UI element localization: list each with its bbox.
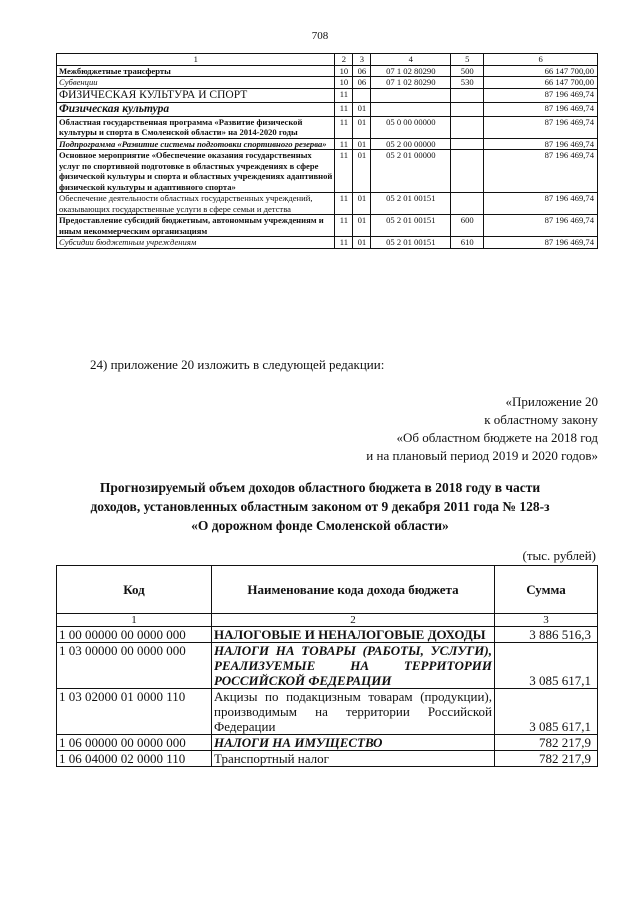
- row-name: Акцизы по подакцизным товарам (продукции), производимым на территории Российской Федерации: [212, 689, 495, 735]
- table-row: [57, 735, 598, 751]
- row-csr: 05 2 01 00000: [371, 150, 451, 193]
- col-header: 2: [335, 54, 353, 66]
- row-csr: 05 2 00 00000: [371, 138, 451, 150]
- document-title: [40, 478, 600, 535]
- table-row: [57, 65, 598, 77]
- table-row: [57, 643, 598, 689]
- units-label: (тыс. рублей): [522, 548, 596, 563]
- row-name: Физическая культура: [57, 102, 335, 116]
- table-row: [57, 215, 598, 237]
- row-csr: 05 0 00 00000: [371, 116, 451, 138]
- col-header: 1: [57, 54, 335, 66]
- row-name: Областная государственная программа «Развитие физической культуры и спорта в Смоленской области» на 2014-2020 годы: [57, 116, 335, 138]
- appendix-heading-line: «Об областном бюджете на 2018 год: [396, 430, 598, 445]
- row-csr: 05 2 01 00151: [371, 193, 451, 215]
- row-csr: 05 2 01 00151: [371, 215, 451, 237]
- amendment-item-24: 24) приложение 20 изложить в следующей редакции:: [90, 357, 385, 372]
- table-row: [57, 751, 598, 767]
- row-name: Субсидии бюджетным учреждениям: [57, 237, 335, 249]
- row-rz: 11: [335, 102, 353, 116]
- row-rz: 11: [335, 88, 353, 102]
- row-sum: 3 085 617,1: [495, 689, 598, 735]
- row-code: 1 06 04000 02 0000 110: [57, 751, 212, 767]
- col-header: 4: [371, 54, 451, 66]
- col-number: 1: [57, 614, 212, 627]
- title-line: Прогнозируемый объем доходов областного бюджета в 2018 году в части: [99, 480, 541, 495]
- row-name: НАЛОГИ НА ИМУЩЕСТВО: [212, 735, 495, 751]
- row-vr: 500: [451, 65, 484, 77]
- row-code: 1 00 00000 00 0000 000: [57, 627, 212, 643]
- row-name: НАЛОГОВЫЕ И НЕНАЛОГОВЫЕ ДОХОДЫ: [212, 627, 495, 643]
- row-sum: 87 196 469,74: [484, 88, 598, 102]
- row-pr: 01: [353, 237, 371, 249]
- row-sum: 782 217,9: [495, 751, 598, 767]
- row-pr: 01: [353, 138, 371, 150]
- row-rz: 11: [335, 237, 353, 249]
- row-code: 1 03 00000 00 0000 000: [57, 643, 212, 689]
- row-sum: 87 196 469,74: [484, 116, 598, 138]
- row-pr: 01: [353, 116, 371, 138]
- row-sum: 87 196 469,74: [484, 102, 598, 116]
- row-vr: 530: [451, 77, 484, 89]
- row-rz: 11: [335, 138, 353, 150]
- table-row: [57, 102, 598, 116]
- row-vr: [451, 116, 484, 138]
- appendix-heading-line: к областному закону: [484, 412, 598, 427]
- row-vr: 610: [451, 237, 484, 249]
- row-csr: [371, 102, 451, 116]
- row-sum: 87 196 469,74: [484, 138, 598, 150]
- row-pr: 01: [353, 193, 371, 215]
- row-name: ФИЗИЧЕСКАЯ КУЛЬТУРА И СПОРТ: [57, 88, 335, 102]
- row-sum: 3 085 617,1: [495, 643, 598, 689]
- row-name: Подпрограмма «Развитие системы подготовки спортивного резерва»: [57, 138, 335, 150]
- row-pr: [353, 88, 371, 102]
- row-name: Предоставление субсидий бюджетным, автономным учреждениям и иным некоммерческим организациям: [57, 215, 335, 237]
- row-pr: 01: [353, 102, 371, 116]
- table-row: [57, 150, 598, 193]
- row-pr: 01: [353, 150, 371, 193]
- col-number: 3: [495, 614, 598, 627]
- row-name: Основное мероприятие «Обеспечение оказания государственных услуг по спортивной подготовке в областных учреждениях в сфере физической культуры и спорта и областных учреждениях адаптивной физической культуры и адаптивного спорта»: [57, 150, 335, 193]
- table-row: [57, 627, 598, 643]
- row-rz: 10: [335, 77, 353, 89]
- header-code: Код: [57, 566, 212, 614]
- header-sum: Сумма: [495, 566, 598, 614]
- table-row: [57, 116, 598, 138]
- header-name: Наименование кода дохода бюджета: [212, 566, 495, 614]
- table-row: [57, 689, 598, 735]
- row-rz: 11: [335, 116, 353, 138]
- expenditure-table: [56, 53, 598, 249]
- table-row: [57, 138, 598, 150]
- row-rz: 10: [335, 65, 353, 77]
- row-vr: [451, 150, 484, 193]
- col-header: 5: [451, 54, 484, 66]
- appendix-heading-line: «Приложение 20: [505, 394, 598, 409]
- row-rz: 11: [335, 215, 353, 237]
- row-name: Межбюджетные трансферты: [57, 65, 335, 77]
- row-rz: 11: [335, 150, 353, 193]
- col-number: 2: [212, 614, 495, 627]
- row-code: 1 03 02000 01 0000 110: [57, 689, 212, 735]
- row-csr: 05 2 01 00151: [371, 237, 451, 249]
- revenue-table: [56, 565, 598, 767]
- row-vr: [451, 102, 484, 116]
- table-header-row: [57, 54, 598, 66]
- row-csr: 07 1 02 80290: [371, 77, 451, 89]
- appendix-heading-line: и на плановый период 2019 и 2020 годов»: [366, 448, 598, 463]
- page-number: 708: [311, 30, 329, 42]
- title-line: доходов, установленных областным законом от 9 декабря 2011 года № 128-з: [90, 499, 550, 514]
- row-sum: 66 147 700,00: [484, 77, 598, 89]
- row-vr: [451, 193, 484, 215]
- col-header: 3: [353, 54, 371, 66]
- row-vr: [451, 88, 484, 102]
- column-number-row: [57, 614, 598, 627]
- row-sum: 3 886 516,3: [495, 627, 598, 643]
- row-sum: 87 196 469,74: [484, 150, 598, 193]
- row-rz: 11: [335, 193, 353, 215]
- row-name: Субвенции: [57, 77, 335, 89]
- row-sum: 87 196 469,74: [484, 237, 598, 249]
- row-sum: 66 147 700,00: [484, 65, 598, 77]
- row-sum: 87 196 469,74: [484, 193, 598, 215]
- row-vr: 600: [451, 215, 484, 237]
- table-header-row: [57, 566, 598, 614]
- appendix-heading: [366, 393, 598, 465]
- row-name: НАЛОГИ НА ТОВАРЫ (РАБОТЫ, УСЛУГИ), РЕАЛИЗУЕМЫЕ НА ТЕРРИТОРИИ РОССИЙСКОЙ ФЕДЕРАЦИИ: [212, 643, 495, 689]
- row-name: Обеспечение деятельности областных государственных учреждений, оказывающих государственные услуги в сфере семьи и детства: [57, 193, 335, 215]
- row-sum: 87 196 469,74: [484, 215, 598, 237]
- row-pr: 06: [353, 65, 371, 77]
- row-csr: [371, 88, 451, 102]
- col-header: 6: [484, 54, 598, 66]
- row-vr: [451, 138, 484, 150]
- row-pr: 01: [353, 215, 371, 237]
- title-line: «О дорожном фонде Смоленской области»: [191, 518, 449, 533]
- table-row: [57, 193, 598, 215]
- row-code: 1 06 00000 00 0000 000: [57, 735, 212, 751]
- table-row: [57, 77, 598, 89]
- row-pr: 06: [353, 77, 371, 89]
- row-sum: 782 217,9: [495, 735, 598, 751]
- table-row: [57, 237, 598, 249]
- row-name: Транспортный налог: [212, 751, 495, 767]
- table-row: [57, 88, 598, 102]
- row-csr: 07 1 02 80290: [371, 65, 451, 77]
